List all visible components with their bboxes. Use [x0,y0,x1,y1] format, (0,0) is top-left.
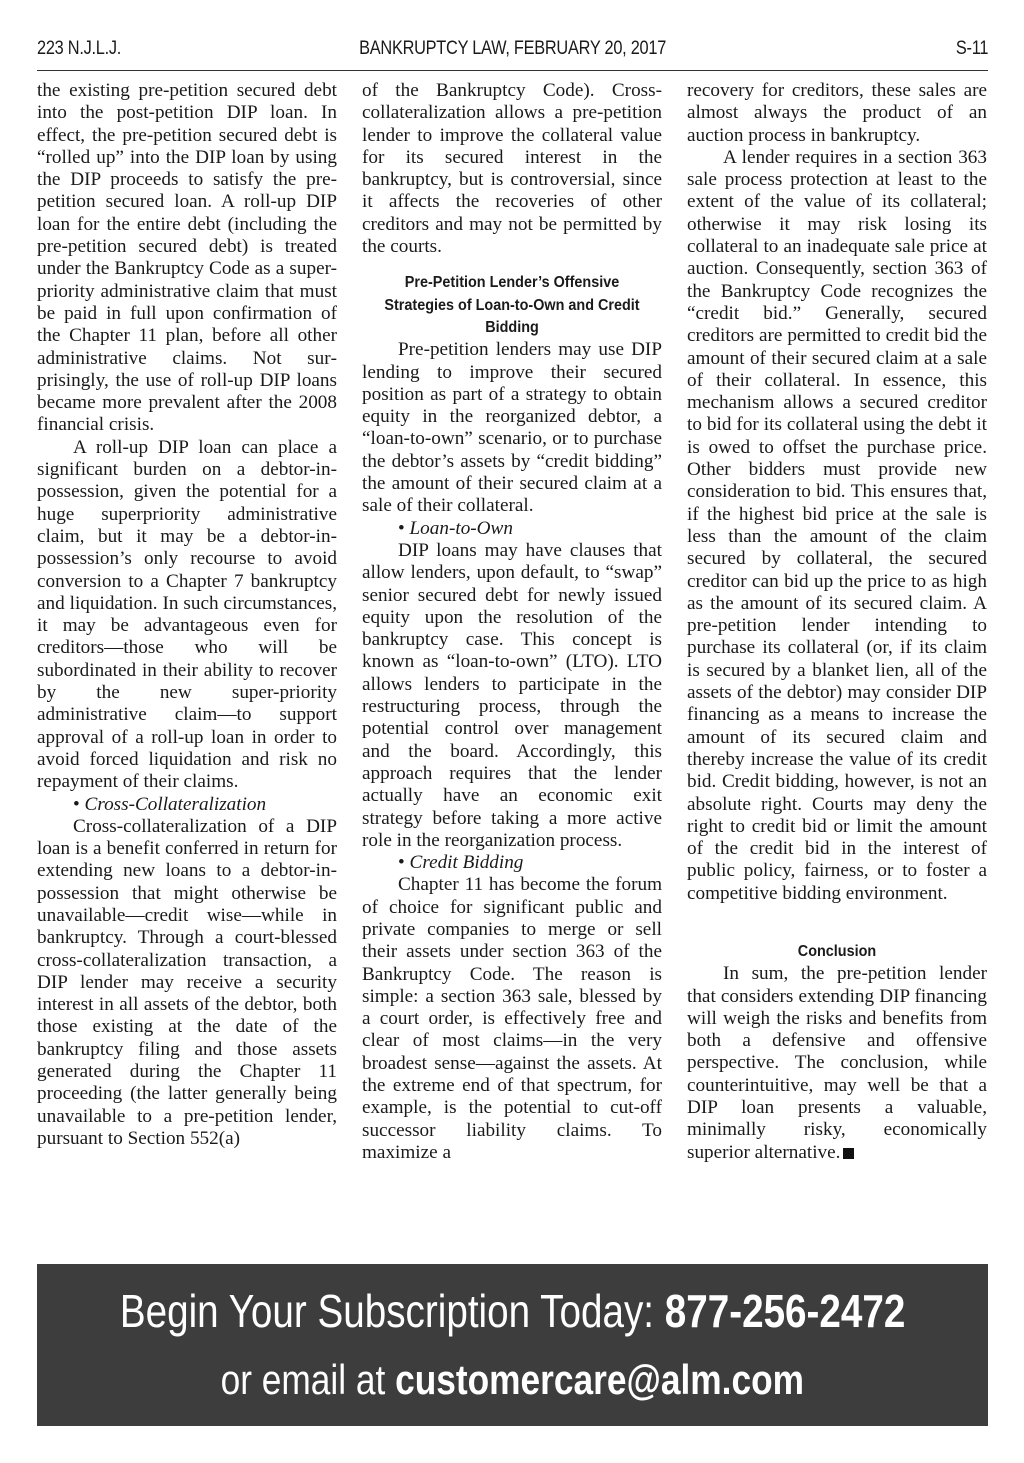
section-subhead: Pre-Petition Lender’s Offensive Strategies of Loan-to-Own and Credit Bidding [384,274,640,336]
header-page-number: S-11 [955,38,989,59]
bullet-heading: • Loan-to-Own [398,517,513,539]
header-citation: 223 N.J.L.J. [37,38,122,59]
paragraph: A lender requires in a section 363 sale process protection at least to the extent of the value of its collateral; otherwise it may risk losing its collateral to an inadequate sale price at auction. Consequently, section 363 of the Bankruptcy Code recognizes the “credit bid.” Generally, secured creditors are permitted to credit bid the amount of their secured claim at a sale of their collateral. In essence, this mechanism allows a secured creditor to bid for its collateral using the debt it is owed to offset the purchase price. Other bidders must provide new consideration to bid. This ensures that, if the highest bid price at the sale is less than the amount of the claim secured by collateral, the secured creditor can bid up the price to as high as the amount of its secured claim. A pre-petition lender intending to purchase its collateral (or, if its claim is secured by a blanket lien, all of the assets of the debtor) may consider DIP financing as a means to increase the amount of its secured claim and thereby increase the value of its credit bid. Credit bidding, however, is not an absolute right. Courts may deny the right to credit bid or limit the amount of the credit bid in the interest of public policy, fairness, or to foster a competitive bidding environment. [687,146,987,904]
bullet-heading-text: Credit Bidding [409,852,524,874]
conclusion-subhead: Conclusion [797,942,877,960]
banner-prompt: Begin Your Subscription Today: [119,1285,665,1337]
conclusion-text: In sum, the pre-petition lender that considers extending DIP financing will weigh the risks and benefits from both a defensive and offensive perspective. The conclusion, while counterintuitive, may well be that a DIP loan presents a valuable, minimally risky, economically superior alternative. [687,963,987,1163]
column-1 [37,80,337,1150]
paragraph: recovery for creditors, these sales are almost always the product of an auction process in bankruptcy. [687,80,987,146]
subscription-banner [37,1264,988,1426]
banner-email-prompt: or email at [220,1356,396,1403]
bullet-heading: • Cross-Collateralization [73,793,267,815]
paragraph: Chapter 11 has become the forum of choice for significant public and private companies to merge or sell their assets under section 363 of the Bankruptcy Code. The reason is simple: a section 363 sale, blessed by a court order, is effectively free and clear of most claims—in the very broadest sense—against the assets. At the extreme end of that spectrum, for example, is the potential to cut-off successor liability claims. To maximize a [362,874,662,1163]
paragraph: A roll-up DIP loan can place a significant burden on a debtor-in-possession, given the potential for a huge superpriority administrative claim, but it may be a debtor-in-possession’s only recourse to avoid conversion to a Chapter 7 bankruptcy and liquidation. In such circumstances, it may be advantageous even for creditors—those who will be subordinated in their ability to recover by the new super-priority administrative claim—to support approval of a roll-up loan in order to avoid forced liquidation and risk no repayment of their claims. [37,436,337,793]
paragraph: of the Bankruptcy Code). Cross-collateralization allows a pre-petition lender to improve the collateral value for its secured interest in the bankruptcy, but is controversial, since it affects the recoveries of other creditors and may not be permitted by the courts. [362,80,662,258]
paragraph: DIP loans may have clauses that allow lenders, upon default, to “swap” senior secured debt for newly issued equity upon the resolution of the bankruptcy case. This concept is known as “loan-to-own” (LTO). LTO allows lenders to participate in the restructuring process, through the potential control over management and the board. Accordingly, this approach requires that the lender actually have an economic exit strategy before taking a more active role in the reorganization process. [362,539,662,851]
conclusion-paragraph [687,963,987,1164]
bullet-heading-text: Cross-Collateralization [84,793,267,815]
banner-phone: 877-256-2472 [664,1285,906,1337]
banner-line-2 [37,1356,988,1404]
paragraph: Cross-collateralization of a DIP loan is a benefit conferred in return for extending new loans to a debtor-in-possession that might otherwise be unavailable—credit wise—while in bankruptcy. Through a court-blessed cross-collateralization transaction, a DIP lender may receive a security interest in all assets of the debtor, both those existing at the date of the bankruptcy filing and those assets generated during the Chapter 11 proceeding (the latter generally being unavailable to a pre-petition lender, pursuant to Section 552(a) [37,815,337,1149]
banner-line-1 [37,1284,988,1338]
header-rule [37,70,988,71]
bullet-heading-text: Loan-to-Own [409,517,513,539]
column-2 [362,80,662,1164]
page-header [37,38,988,68]
paragraph: the existing pre-petition secured debt into the post-petition DIP loan. In effect, the pre-petition secured debt is “rolled up” into the DIP loan by using the DIP proceeds to satisfy the pre-petition secured loan. A roll-up DIP loan for the entire debt (including the pre-petition secured debt) is treated under the Bankruptcy Code as a super-priority administrative claim that must be paid in full upon confirmation of the Chapter 11 plan, before all other administrative claims. Not surprisingly, the use of roll-up DIP loans became more prevalent after the 2008 financial crisis. [37,80,337,436]
column-3 [687,80,987,1164]
banner-email: customercare@alm.com [395,1356,805,1403]
bullet-heading: • Credit Bidding [398,852,524,874]
header-section-title: BANKRUPTCY LAW, FEBRUARY 20, 2017 [359,38,667,59]
paragraph: Pre-petition lenders may use DIP lending to improve their secured position as part of a strategy to obtain equity in the reorganized debtor, a “loan-to-own” scenario, or to purchase the debtor’s assets by “credit bidding” the amount of their secured claim at a sale of their collateral. [362,339,662,517]
end-mark-icon [843,1148,854,1159]
